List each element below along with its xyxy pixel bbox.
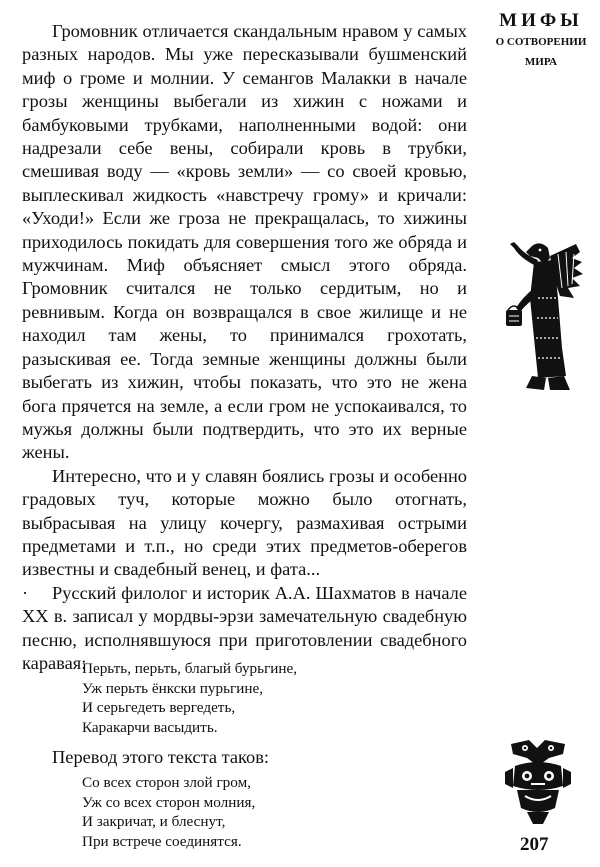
totem-thunderbird-illustration [503,738,573,826]
paragraph-slavs: Интересно, что и у славян боялись грозы и особенно градовых туч, которые можно было отогнать, выбрасывая на улицу кочергу, размахивая острыми предметами и т.п., но среди этих предметов-оберегов известны и свадебный венец, и фата... [22,465,467,580]
verse-line: Уж со всех сторон молния, [82,793,256,811]
verse-line: При встрече соединятся. [82,832,242,850]
header-title: МИФЫ [499,10,583,31]
verse-line: Со всех сторон злой гром, [82,774,251,791]
winged-deity-illustration [488,238,588,398]
body-text [22,20,467,675]
verse-line: Перьть, перьть, благый бурьгине, [82,660,298,677]
page-number: 207 [520,834,549,855]
verse-line: Каракарчи васыдить. [82,718,218,736]
paragraph-thunderer: Громовник отличается скандальным нравом у самых разных народов. Мы уже пересказывали бушменский миф о громе и молнии. У семангов Малакки в начале грозы женщины выбегали из хижин с ножами и бамбуковыми трубками, наполненными водой: они надрезали себе вены, собирали кровь в трубки, смешивая воду — «кровь земли» — со своей кровью, выплескивал жидкость «навстречу грому» и кричали: «Уходи!» Если же гроза не прекращалась, то хижины приходилось покидать для совершения того же обряда и мужчинам. Миф объясняет смысл этого обряда. Громовник считался не только сердитым, но и ревнивым. Когда он возвращался в свое жилище и не находил там жены, то принимался грохотать, разыскивая ее. Тогда земные женщины должны были выбегать из хижин, чтобы показать, что это не жена бога прячется на земле, а если гром не успокаивался, то мужья должны были подтвердить, что это их верные жены. [22,21,467,463]
paragraph-shakhmatov-text: Русский филолог и историк А.А. Шахматов в начале XX в. записал у мордвы-эрзи замечательную свадебную песню, исполнявшуюся при приготовлении свадебного каравая: [22,582,467,673]
verse-line: И серьгедеть вергедеть, [82,699,236,717]
header-subtitle-line2: МИРА [524,56,558,68]
bullet-mark: · [22,582,29,603]
translation-intro: Перевод этого текста таков: [52,747,270,767]
verse-original [82,659,382,737]
header-subtitle-line1: О СОТВОРЕНИИ [495,36,587,48]
verse-line: И закричат, и блеснут, [82,813,226,831]
running-header [488,8,594,70]
verse-translation [82,773,382,851]
verse-line: Уж перьть ёнкски пурьгине, [82,679,264,697]
